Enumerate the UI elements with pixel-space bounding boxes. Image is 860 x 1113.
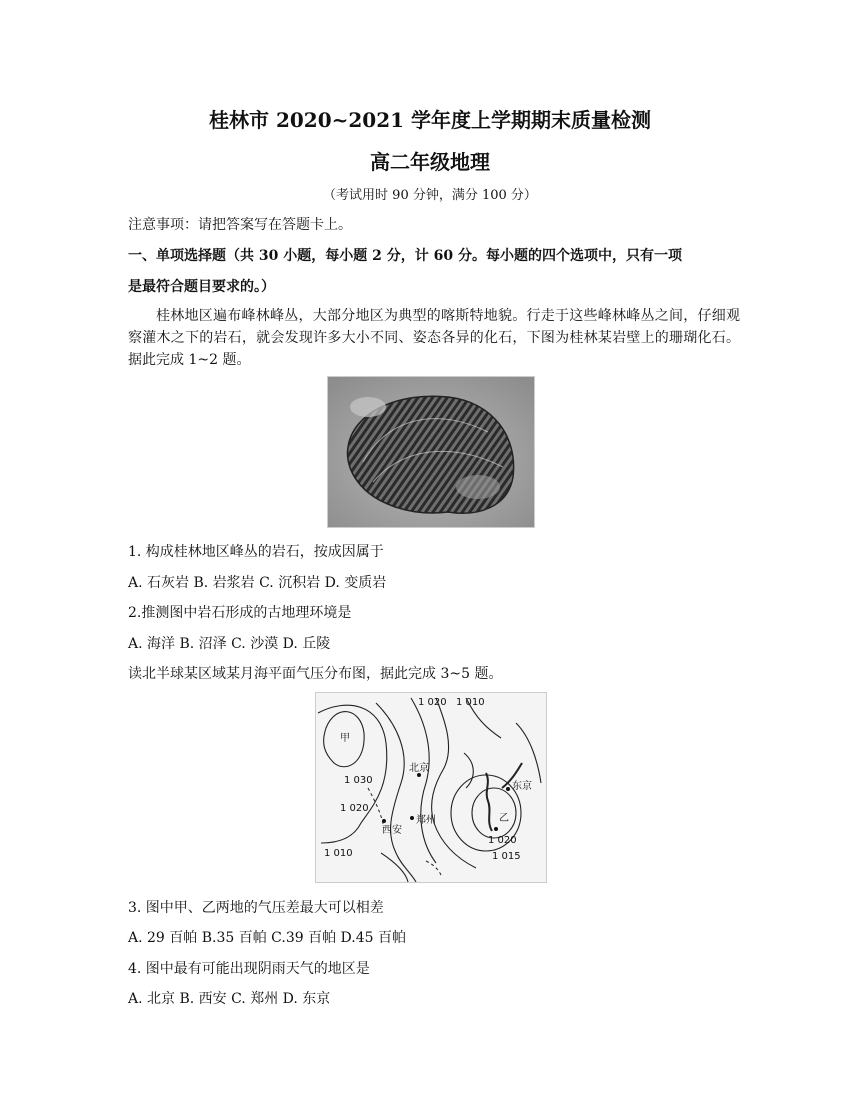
question-1-stem: 1. 构成桂林地区峰丛的岩石，按成因属于	[128, 544, 384, 560]
section-heading-line2: 是最符合题目要求的。）	[128, 279, 275, 295]
map-label-iso-1030: 1 030	[344, 775, 373, 786]
question-2-stem: 2.推测图中岩石形成的古地理环境是	[128, 605, 352, 621]
map-label-iso-1020-top: 1 020	[418, 697, 447, 708]
question-4-options: A. 北京 B. 西安 C. 郑州 D. 东京	[128, 991, 331, 1007]
map-label-dongjing: 东京	[512, 781, 532, 792]
question-1-options: A. 石灰岩 B. 岩浆岩 C. 沉积岩 D. 变质岩	[128, 575, 387, 591]
section-heading-line1: 一、单项选择题（共 30 小题，每小题 2 分，计 60 分。每小题的四个选项中，只有一项	[128, 248, 682, 264]
isobar-map	[315, 692, 547, 883]
map-label-beijing: 北京	[409, 763, 429, 774]
map-label-iso-1015-right: 1 015	[492, 851, 521, 862]
map-label-yi: 乙	[499, 813, 509, 824]
question-2-options: A. 海洋 B. 沼泽 C. 沙漠 D. 丘陵	[128, 636, 331, 652]
page-title: 桂林市 2020~2021 学年度上学期期末质量检测	[208, 108, 651, 132]
coral-fossil-image	[327, 376, 535, 528]
question-3-stem: 3. 图中甲、乙两地的气压差最大可以相差	[128, 900, 384, 916]
question-3-options: A. 29 百帕 B.35 百帕 C.39 百帕 D.45 百帕	[128, 930, 406, 946]
map-label-iso-1010-top: 1 010	[456, 697, 485, 708]
map-label-iso-1010-left: 1 010	[324, 848, 353, 859]
map-label-zhengzhou: 郑州	[416, 815, 436, 826]
exam-info: （考试用时 90 分钟，满分 100 分）	[323, 188, 537, 203]
map-label-iso-1020-left: 1 020	[340, 803, 369, 814]
map-label-xian: 西安	[382, 825, 402, 836]
intro-paragraph-2: 读北半球某区域某月海平面气压分布图，据此完成 3~5 题。	[128, 666, 503, 682]
notice: 注意事项：请把答案写在答题卡上。	[128, 217, 352, 233]
map-label-jia: 甲	[340, 733, 350, 744]
map-label-iso-1020-right: 1 020	[488, 835, 517, 846]
page-subtitle: 高二年级地理	[370, 150, 490, 174]
question-4-stem: 4. 图中最有可能出现阴雨天气的地区是	[128, 961, 370, 977]
intro-paragraph-1: 桂林地区遍布峰林峰丛，大部分地区为典型的喀斯特地貌。行走于这些峰林峰丛之间，仔细观察灌木之下的岩石，就会发现许多大小不同、姿态各异的化石，下图为桂林某岩壁上的珊瑚化石。据此完成 1~2 题。	[128, 308, 740, 368]
